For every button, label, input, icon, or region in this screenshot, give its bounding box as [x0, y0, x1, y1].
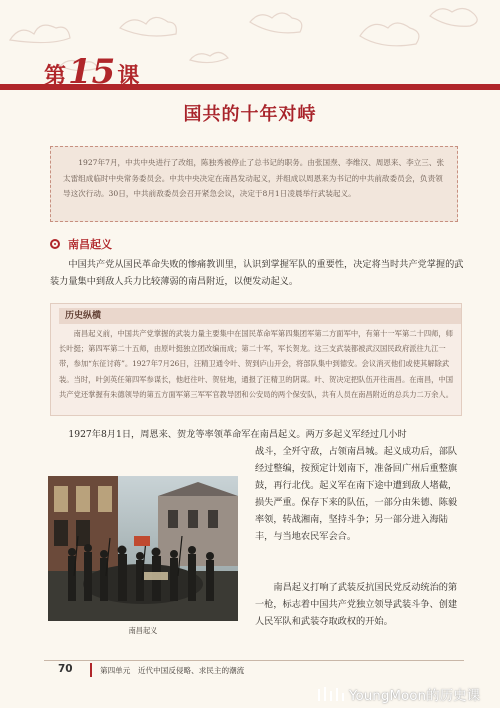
watermark — [316, 684, 480, 704]
paragraph-significance: 南昌起义打响了武装反抗国民党反动统治的第一枪，标志着中国共产党独立领导武装斗争、创建人民军队和武装夺取政权的开始。 — [255, 582, 458, 627]
lesson-title: 国共的十年对峙 — [183, 104, 317, 125]
lesson-prefix: 第 — [44, 63, 67, 89]
footer-separator — [90, 663, 92, 677]
history-sidebar-box — [50, 303, 462, 416]
paragraph-intro: 中国共产党从国民革命失败的惨痛教训里，认识到掌握军队的重要性，决定将当时共产党掌握的武装力量集中到敌人兵力比较薄弱的南昌附近，以便发动起义。 — [50, 259, 464, 287]
section-heading-text: 南昌起义 — [68, 238, 112, 251]
watermark-text: YoungMoon的历史课 — [349, 688, 481, 704]
section-bullet-icon — [50, 239, 60, 249]
history-box-title: 历史纵横 — [59, 308, 461, 324]
lesson-number: 15 — [68, 52, 116, 92]
footer-unit-title: 第四单元 近代中国反侵略、求民主的潮流 — [100, 666, 245, 675]
nanchang-uprising-painting — [48, 476, 238, 621]
lesson-number-badge — [44, 52, 140, 92]
watermark-logo-icon — [316, 685, 346, 703]
section-heading — [50, 236, 112, 252]
intro-box: 1927年7月，中共中央进行了改组，陈独秀被停止了总书记的职务。由张国焘、李维汉、周恩来、李立三、张太雷组成临时中央常务委员会。中共中央决定在南昌发动起义，并组成以周恩来为书记的中共前敌委员会，负责领导这次行动。30日，中共前敌委员会召开紧急会议，决定于8月1日凌晨举行武装起义。 — [50, 146, 458, 222]
paragraph-uprising-start: 1927年8月1日，周恩来、贺龙等率领革命军在南昌起义。两万多起义军经过几小时 — [68, 429, 407, 440]
paragraph-uprising-course: 战斗，全歼守敌，占领南昌城。起义成功后，部队经过整编，按预定计划南下，准备回广州后重整旗鼓，再行北伐。起义军在南下途中遭到敌人堵截，损失严重。保存下来的队伍，一部分由朱德、陈毅率领，转战湘南，坚持斗争；另一部分进入海陆丰，与当地农民军会合。 — [255, 446, 458, 542]
footer-rule — [44, 660, 464, 661]
lesson-suffix: 课 — [117, 63, 140, 89]
figure-caption: 南昌起义 — [128, 626, 158, 635]
history-box-text: 南昌起义前，中国共产党掌握的武装力量主要集中在国民革命军第四集团军第二方面军中，有第十一军第二十四师，师长叶挺；第四军第二十五师，由原叶挺独立团改编而成；第二十军，军长贺龙。这三支武装都被武汉国民政府派往九江一带，参加“东征讨蒋”。1927年7月26日，汪精卫通令叶、贺到庐山开会，将部队集中到德安。会议消灭他们或使其解除武装。当时，叶剑英任第四军参谋长，他赶往叶、贺驻地，通报了汪精卫的阴谋。叶、贺决定把队伍开往南昌。在南昌，中国共产党还掌握有朱德领导的第五方面军第三军军官教导团和公安局的两个保安队，共有人员在南昌附近的总兵力二万余人。 — [59, 329, 454, 399]
page-number: 70 — [58, 663, 73, 675]
